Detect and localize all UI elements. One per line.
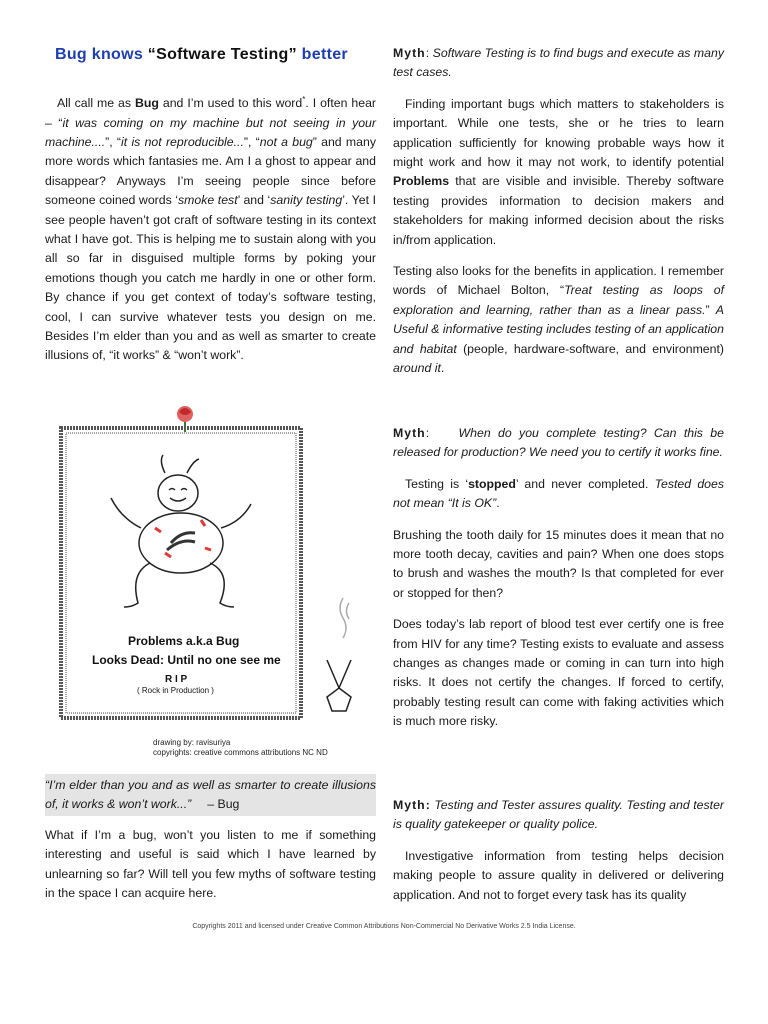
drawing-credit-license: copyrights: creative commons attributions NC ND <box>153 748 328 757</box>
myth-2-answer-1: Testing is ‘stopped’ and never completed. Tested does not mean “It is OK”. <box>393 476 724 511</box>
myth-2-question: Myth: When do you complete testing? Can this be released for production? We need you to certify it works fine. <box>393 426 724 460</box>
myth-1-answer-2: Testing also looks for the benefits in application. I remember words of Michael Bolton, “Treat testing as loops of exploration and learning, rather than as a linear pass.” A Useful & informative testing includes testing of an application and habitat (people, hardware-software, and environment) around it. <box>393 264 725 376</box>
rip-subtitle: ( Rock in Production ) <box>137 686 214 695</box>
bug-figure <box>111 455 251 607</box>
bug-drawing <box>55 398 355 738</box>
title-part-2: “Software Testing” <box>147 46 297 63</box>
closing-paragraph: What if I’m a bug, won’t you listen to me if something interesting and useful is said which I have learned by unlearning so far? Will tell you few myths of software testing in the space I can acquire here. <box>45 828 376 901</box>
myth-2-answer-2: Brushing the tooth daily for 15 minutes does it mean that no more tooth decay, cavities and pain? When one does stops to brush and washes the mouth? Is that completed for ever or stopped for then? <box>393 527 724 600</box>
license-footer: Copyrights 2011 and licensed under Creative Common Attributions Non-Commercial No Derivative Works 2.5 India License. <box>192 923 576 930</box>
candle-pentagon-icon <box>327 660 351 711</box>
myth-2-answer-3: Does today’s lab report of blood test ever certify one is free from HIV for any time? Testing exists to evaluate and assess changes as changes made or coming in can turn into high risks. It does not certify the changes. If forced to certify, probably testing result can come with faking activities which is much more risky. <box>393 617 724 729</box>
footnote-marker: * <box>302 95 306 104</box>
myth-3-question: Myth: Testing and Tester assures quality. Testing and tester is quality gatekeeper or quality police. <box>393 798 725 832</box>
page-title <box>55 46 348 64</box>
drawing-credits <box>153 738 328 758</box>
quote-text: “I’m elder than you and as well as smarter to create illusions of, it works & won’t work...” <box>45 778 376 811</box>
myth-1-answer-1: Finding important bugs which matters to stakeholders is important. While one tests, she or he tries to learn application sufficiently for knowing probable ways how it might work and how it may not work, to identify potential Problems that are visible and invisible. Thereby software testing provides information to decision makers and stakeholders for making informed decision about the risks in/from application. <box>393 96 724 247</box>
closing-section <box>45 826 376 904</box>
rip-label: R I P <box>165 674 188 685</box>
drawing-caption-line-2: Looks Dead: Until no one see me <box>92 653 281 667</box>
bug-spots <box>155 520 211 557</box>
drawing-caption-line-1: Problems a.k.a Bug <box>128 634 240 648</box>
title-part-1: Bug knows <box>55 46 144 63</box>
myth-1-question: Myth: Software Testing is to find bugs and execute as many test cases. <box>393 46 724 80</box>
quote-attribution: – Bug <box>207 797 240 811</box>
smoke-icon <box>340 598 349 638</box>
intro-paragraph: All call me as Bug and I’m used to this word*. I often hear – “it was coming on my machine but not seeing in your machine....”, “it is not reproducible...”, “not a bug” and many more words which fantasies me. Am I a ghost to appear and disappear? Anyways I’m seeing people since before someone coined words ‘smoke test’ and ‘sanity testing’. Yet I see people haven’t got craft of software testing in its context what I have got. This is helping me to sustain along with you all so far in disguised multiple forms by poking your emotions though you catch me hardly in one or other form. By chance if you get context of today’s software testing, cool, I can survive whatever tests you design on me. Besides I’m elder than you and as well as smarter to create illusions of, “it works” & “won’t work”. <box>45 95 377 363</box>
bug-quote <box>45 774 376 816</box>
title-part-3: better <box>301 46 348 63</box>
myth-3-answer-1: Investigative information from testing helps decision making people to assure quality in delivered or delivering application. And not to forget every task has its quality <box>393 848 724 902</box>
bug-stripes <box>167 533 195 550</box>
myth-1-section <box>393 44 724 379</box>
drawing-credit-author: drawing by: ravisuriya <box>153 738 231 747</box>
myth-3-section <box>393 796 724 905</box>
intro-section <box>45 90 376 366</box>
myth-2-section <box>393 424 724 732</box>
